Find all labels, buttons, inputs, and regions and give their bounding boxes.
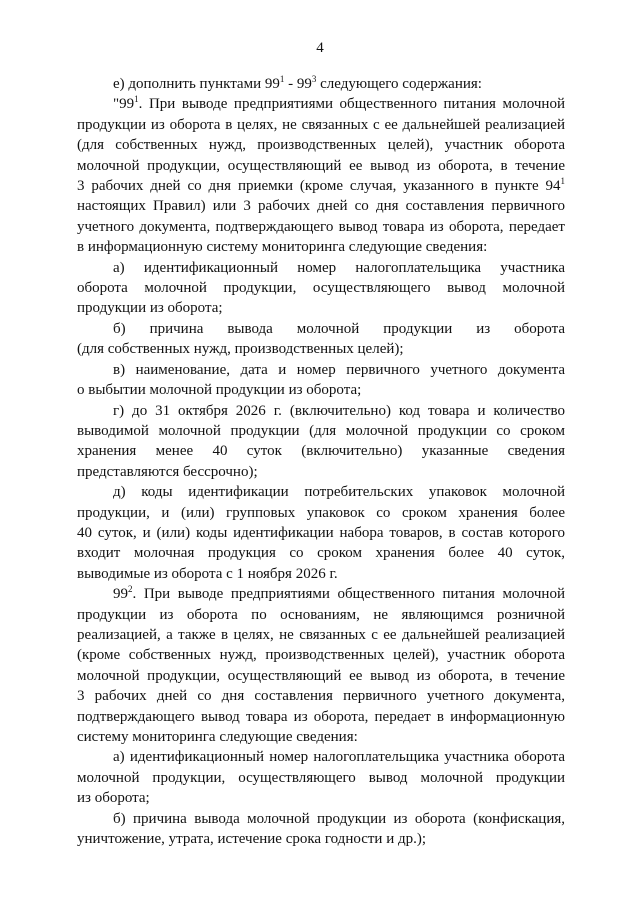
- text-run: б) причина вывода молочной продукции из оборота (конфискация,: [113, 810, 565, 827]
- document-body: [77, 74, 565, 849]
- text-run: продукции, и (или) групповых упаковок со сроком хранения более: [77, 504, 565, 521]
- paragraph-line: [77, 768, 565, 788]
- paragraph-line: [77, 645, 565, 665]
- text-run: (для собственных нужд, производственных целей), участник оборота: [77, 137, 565, 154]
- text-run: 40 суток, и (или) коды идентификации набора товаров, в состав которого: [77, 524, 565, 541]
- text-run: б) причина вывода молочной продукции из оборота: [113, 320, 565, 337]
- superscript: 3: [311, 74, 317, 84]
- paragraph-line: [77, 360, 565, 380]
- paragraph-line: [77, 747, 565, 767]
- superscript: 1: [560, 176, 565, 187]
- paragraph-line: [77, 727, 565, 747]
- paragraph-line: [77, 74, 565, 94]
- paragraph-line: [77, 584, 565, 604]
- paragraph-line: [77, 94, 565, 114]
- paragraph-line: [77, 380, 565, 400]
- text-run: в) наименование, дата и номер первичного учетного документа: [113, 361, 565, 378]
- paragraph-line: [77, 258, 565, 278]
- text-run: (кроме собственных нужд, производственных целей), участник оборота: [77, 647, 565, 664]
- text-run: выводимой молочной продукции (для молочной продукции со сроком: [77, 422, 565, 439]
- page-number: 4: [316, 40, 324, 56]
- text-run: 3 рабочих дней со дня составления первичного учетного документа,: [77, 688, 565, 705]
- paragraph-line: [77, 135, 565, 155]
- text-run: продукции из оборота по основаниям, не являющимся розничной: [77, 606, 565, 623]
- text-run: оборота молочной продукции, осуществляющего вывод молочной: [77, 280, 565, 297]
- text-run: молочной продукции, осуществляющий ее вывод из оборота, в течение: [77, 157, 565, 174]
- text-run: молочной продукции, осуществляющего вывод молочной продукции: [77, 769, 565, 786]
- text-run: в информационную систему мониторинга следующие сведения:: [77, 239, 488, 256]
- text-run: "99: [113, 96, 135, 113]
- text-run: . При выводе предприятиями общественного питания молочной: [138, 96, 565, 113]
- paragraph-line: [77, 462, 565, 482]
- text-run: 3 рабочих дней со дня приемки (кроме случая, указанного в пункте 94: [77, 178, 561, 195]
- text-run: входит молочная продукция со сроком хранения более 40 суток,: [77, 545, 565, 562]
- paragraph-line: [77, 503, 565, 523]
- paragraph-line: [77, 217, 565, 237]
- text-run: (для собственных нужд, производственных целей);: [77, 341, 404, 358]
- text-run: продукции из оборота в целях, не связанных с ее дальнейшей реализацией: [77, 116, 565, 133]
- paragraph-line: [77, 686, 565, 706]
- paragraph-line: [77, 115, 565, 135]
- paragraph-line: [77, 523, 565, 543]
- paragraph-line: [77, 788, 565, 808]
- text-run: е) дополнить пунктами 99: [113, 76, 280, 92]
- paragraph-line: [77, 176, 565, 196]
- paragraph-line: [77, 441, 565, 461]
- paragraph-line: [77, 278, 565, 298]
- paragraph-line: [77, 482, 565, 502]
- paragraph-line: [77, 666, 565, 686]
- text-run: реализацией, а также в целях, не связанных с ее дальнейшей реализацией: [77, 626, 565, 643]
- text-run: уничтожение, утрата, истечение срока годности и др.);: [77, 831, 427, 848]
- text-run: продукции из оборота;: [77, 300, 223, 317]
- paragraph-line: [77, 809, 565, 829]
- text-run: д) коды идентификации потребительских упаковок молочной: [113, 484, 565, 501]
- paragraph-line: [77, 156, 565, 176]
- text-run: из оборота;: [77, 790, 150, 807]
- paragraph-line: [77, 421, 565, 441]
- superscript: 1: [279, 74, 285, 84]
- paragraph-line: [77, 707, 565, 727]
- text-run: подтверждающего вывод товара из оборота, передает в информационную: [77, 708, 565, 725]
- superscript: 1: [134, 94, 139, 105]
- paragraph-line: [77, 625, 565, 645]
- text-run: о выбытии молочной продукции из оборота;: [77, 382, 362, 399]
- text-run: хранения менее 40 суток (включительно) указанные сведения: [77, 443, 565, 460]
- text-run: представляются бессрочно);: [77, 463, 258, 480]
- text-run: настоящих Правил) или 3 рабочих дней со дня составления первичного: [77, 198, 565, 215]
- superscript: 2: [128, 584, 133, 595]
- paragraph-line: [77, 605, 565, 625]
- paragraph-line: [77, 401, 565, 421]
- paragraph-line: [77, 196, 565, 216]
- text-run: учетного документа, подтверждающего вывод товара из оборота, передает: [77, 218, 565, 235]
- paragraph-line: [77, 298, 565, 318]
- text-run: следующего содержания:: [316, 76, 482, 92]
- paragraph-line: [77, 829, 565, 849]
- paragraph-line: [77, 339, 565, 359]
- paragraph-line: [77, 237, 565, 257]
- text-run: а) идентификационный номер налогоплательщика участника оборота: [113, 749, 565, 766]
- paragraph-line: [77, 319, 565, 339]
- paragraph-line: [77, 564, 565, 584]
- text-run: выводимые из оборота с 1 ноября 2026 г.: [77, 565, 338, 582]
- paragraph-line: [77, 543, 565, 563]
- text-run: молочной продукции, осуществляющий ее вывод из оборота, в течение: [77, 667, 565, 684]
- text-run: 99: [113, 586, 128, 603]
- text-run: систему мониторинга следующие сведения:: [77, 729, 358, 745]
- text-run: . При выводе предприятиями общественного питания молочной: [132, 586, 565, 603]
- text-run: г) до 31 октября 2026 г. (включительно) код товара и количество: [113, 402, 565, 419]
- text-run: - 99: [284, 76, 312, 92]
- text-run: а) идентификационный номер налогоплательщика участника: [113, 259, 565, 276]
